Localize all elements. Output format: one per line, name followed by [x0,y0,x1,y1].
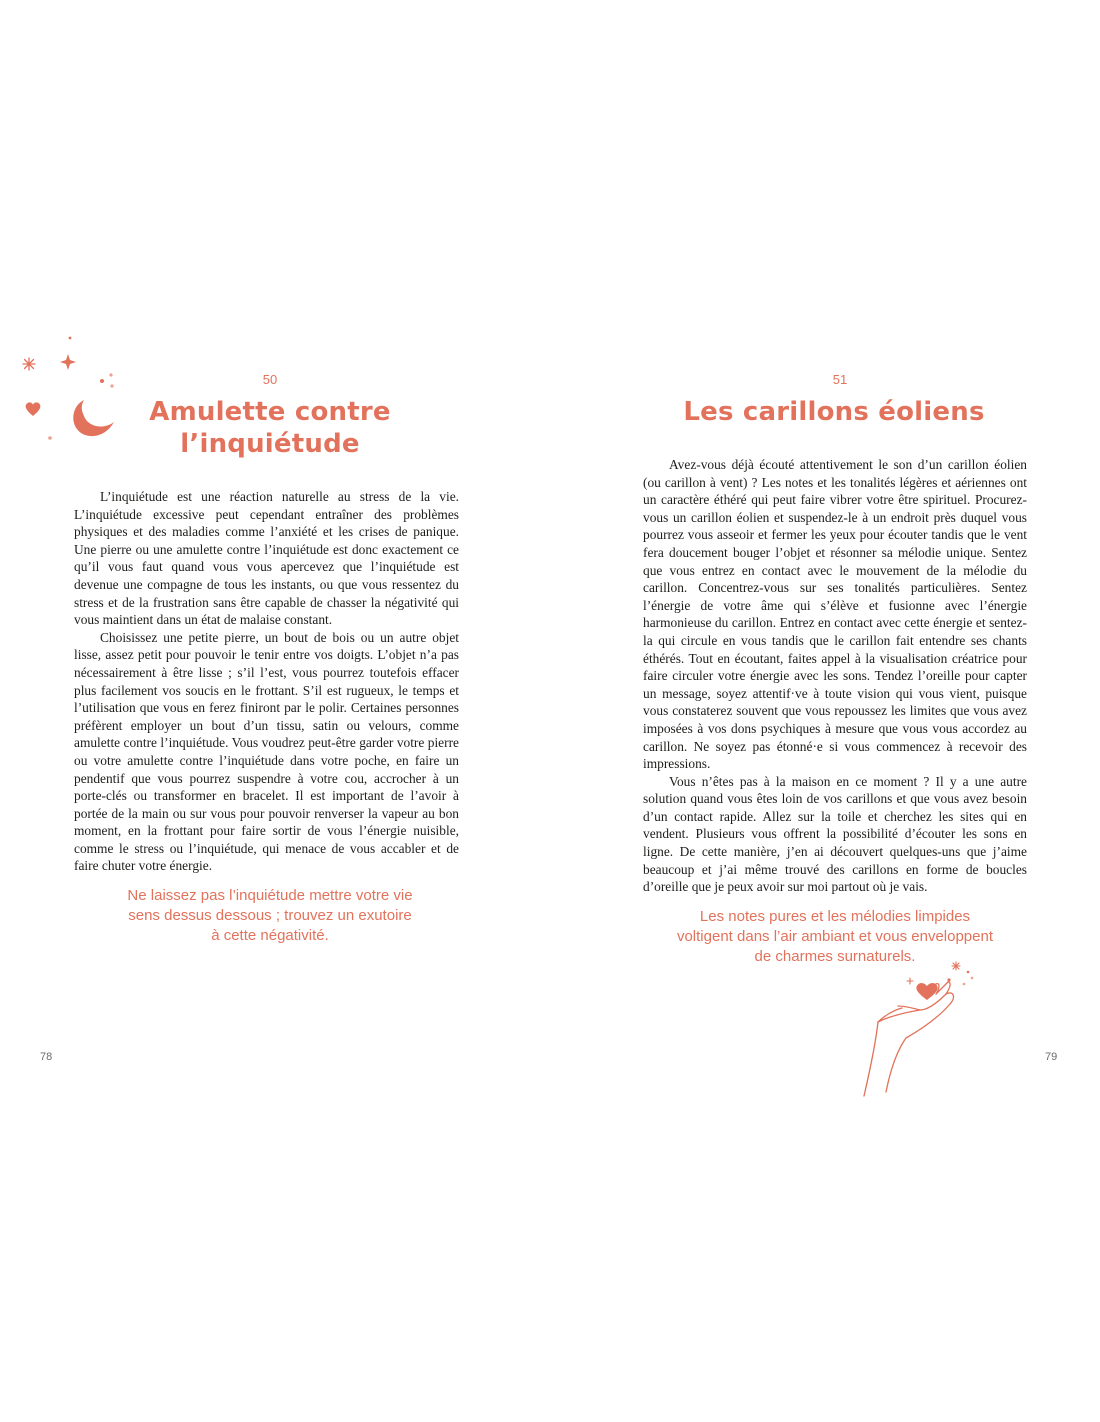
dot-decoration [967,971,970,974]
pull-quote-line: sens dessus dessous ; trouvez un exutoire [128,907,412,924]
pull-quote-line: Les notes pures et les mélodies limpides [699,908,971,925]
dot-decoration [963,983,966,986]
right-page [550,0,1100,1422]
entry-title-line: Amulette contre [149,397,391,427]
dot-decoration [110,384,113,387]
hand-holding-heart-icon [850,960,980,1100]
heart-icon [916,983,937,1000]
pull-quote-line: à cette négativité. [211,927,329,944]
entry-title-line: l’inquiétude [180,429,360,459]
body-text [74,488,459,875]
paragraph: Avez-vous déjà écouté attentivement le son d’un carillon éolien (ou carillon à vent) ? Les notes et les tonalités légères et aériennes ont un caractère éthéré qui peut faire vibrer votre être spirituel. Procurez-vous un carillon éolien et suspendez-le à un endroit près duquel vous pourrez vous asseoir et fermer les yeux pour écouter tandis que le vent fera doucement bouger l’objet et résonner sa mélodie unique. Sentez que vous entrez en contact avec le mouvement de la mélodie du carillon. Concentrez-vous sur ses tonalités particulières. Sentez l’énergie de votre âme qui s’élève et fusionne avec l’énergie harmonieuse du carillon. Entrez en contact avec cette énergie et sentez-la qui circule en vous tandis que le carillon fait entendre ses chants éthérés. Tout en écoutant, faites appel à la visualisation créatrice pour faire circuler votre énergie avec les sons. Tendez l’oreille pour capter un message, soyez attentif·ve à toute vision qui vous vient, puisque vous constaterez souvent que vous repoussez les limites que vous avez imposées à vos dons psychiques à mesure que vous vous accordez au carillon. Ne soyez pas étonné·e si vous commencez à recevoir des impressions. [643,457,1027,772]
page-number: 78 [40,1051,53,1063]
dot-decoration [109,373,112,376]
dot-decoration [69,337,72,340]
pull-quote-line: voltigent dans l’air ambiant et vous enveloppent [676,928,994,945]
body-text [643,456,1027,896]
page-number: 79 [1045,1051,1058,1063]
sparkle-icon [23,358,35,370]
entry-title [95,396,445,460]
sparkle-icon [907,962,960,984]
dot-decoration [971,977,974,980]
heart-icon [26,402,41,416]
dot-decoration [48,436,52,440]
paragraph: Vous n’êtes pas à la maison en ce moment ? Il y a une autre solution quand vous êtes loin de vos carillons et que vous avez besoin d’un contact rapide. Allez sur la toile et cherchez les sites qui en vendent. Plusieurs vous offrent la possibilité d’écouter les sons en ligne. De cette manière, j’en ai découvert quelques-uns que j’aime beaucoup et j’ai même trouvé des carillons en forme de boucles d’oreille que je peux avoir sur moi partout où je vais. [643,773,1027,895]
pull-quote [70,886,470,946]
dot-decoration [947,978,950,981]
star-icon [60,354,76,370]
pull-quote-line: de charmes surnaturels. [754,948,916,965]
entry-number: 50 [262,372,278,387]
paragraph: L’inquiétude est une réaction naturelle au stress de la vie. L’inquiétude excessive peut cependant entraîner des problèmes physiques et des maladies comme l’anxiété et les crises de panique. Une pierre ou une amulette contre l’inquiétude est donc exactement ce qu’il vous faut quand vous vous apercevez que l’inquiétude est devenue une compagne de tous les instants, ou que vous ressentez du stress et de la frustration sans être capable de chasser la négativité qui vous maintient dans un état de malaise constant. [74,489,459,628]
paragraph: Choisissez une petite pierre, un bout de bois ou un autre objet lisse, assez petit pour pouvoir le tenir entre vos doigts. L’objet n’a pas nécessairement à être lisse ; s’il l’est, vous pourrez toutefois effacer plus facilement vos soucis en le frottant. S’il est rugueux, le temps et l’utilisation que vous en ferez finiront par le polir. Certaines personnes préfèrent employer un bout d’un tissu, satin ou velours, comme amulette contre l’inquiétude. Vous voudrez peut-être garder votre pierre ou votre amulette contre l’inquiétude dans votre poche, en faire un pendentif que vous pourrez suspendre à votre cou, accrocher à un porte-clés ou transformer en bracelet. Il est important de l’avoir à portée de la main ou sur vous pour pouvoir renverser la vapeur au bon moment, en la frottant pour faire sortir de vous l’énergie nuisible, comme le stress ou l’inquiétude, qui menace de vous accabler et de faire chuter votre énergie. [74,629,459,874]
pull-quote [630,907,1040,967]
pull-quote-line: Ne laissez pas l’inquiétude mettre votre vie [127,887,413,904]
dot-decoration [100,379,104,383]
entry-number: 51 [832,372,848,387]
entry-title: Les carillons éoliens [683,397,985,427]
